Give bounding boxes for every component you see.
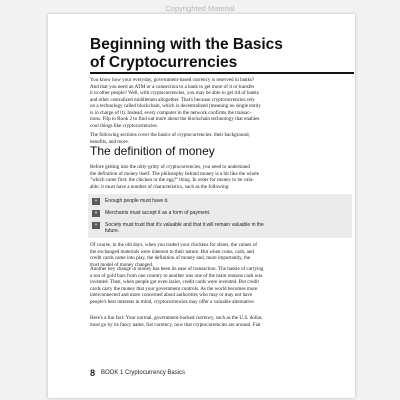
- list-item-text: Merchants must accept it as a form of payment.: [105, 210, 211, 216]
- text-line: it to other people? Well, with cryptocurrencies, you may be able to get rid of banks: [90, 90, 259, 97]
- text-line: You know how your everyday, government-based currency is reserved in banks?: [90, 77, 255, 83]
- text-line: able, it must have a number of characteristics, such as the following:: [90, 183, 230, 190]
- text-line: Before getting into the nitty-gritty of cryptocurrencies, you need to understand: [90, 164, 250, 170]
- list-item-text: future.: [105, 228, 120, 235]
- text-line: cards carry the money that your government controls. As the world becomes more: [90, 285, 258, 292]
- chevron-right-icon: »: [92, 210, 100, 217]
- key-change-paragraph: [90, 266, 352, 305]
- list-item-text: Society must trust that it's valuable and that it will remain valuable in the: [105, 222, 264, 228]
- text-line: cool things like cryptocurrencies.: [90, 122, 158, 129]
- page-lower-overlay: [48, 14, 355, 398]
- text-line: Of course, in the old days, when you traded your chickens for shoes, the values of: [90, 242, 257, 248]
- list-item-text: Enough people must have it.: [105, 198, 169, 204]
- chapter-title-line: of Cryptocurrencies: [90, 54, 238, 71]
- text-line: the definition of money itself. The philosophy behind money is a bit like the whole: [90, 170, 259, 177]
- section-heading: The definition of money: [90, 144, 215, 158]
- chevron-right-icon: »: [92, 222, 100, 229]
- text-line: And that you need an ATM or a connection to a bank to get more of it or transfer: [90, 83, 255, 90]
- page-footer: [90, 368, 185, 378]
- text-line: Here's a fun fact: Your normal, government-backed currency, such as the U.S. dollar,: [90, 315, 263, 321]
- text-line: people's best interests in mind, cryptocurrencies may offer a valuable alternative.: [90, 298, 255, 305]
- chevron-right-icon: »: [92, 198, 100, 205]
- text-line: "which came first: the chicken or the egg?" thing. In order for money to be valu-: [90, 177, 254, 184]
- text-line: invented. Then, when people got even lazier, credit cards were invented. But credit: [90, 279, 259, 286]
- text-line: benefits, and more.: [90, 138, 130, 145]
- text-line: trust model of money changed.: [90, 261, 154, 268]
- chapter-title-line: Beginning with the Basics: [90, 36, 283, 53]
- fun-fact-paragraph: [90, 315, 352, 328]
- text-line: The following sections cover the basics of cryptocurrencies: their background,: [90, 132, 250, 138]
- text-line: tions. Flip to Book 2 to find out more about the blockchain technology that enables: [90, 116, 260, 123]
- text-line: interconnected and more concerned about authorities who may or may not have: [90, 292, 253, 299]
- watermark: Copyrighted Material: [165, 4, 235, 13]
- text-line: credit cards came into play, the definition of money and, more importantly, the: [90, 255, 251, 262]
- text-line: on a technology called blockchain, which is decentralized (meaning no single entity: [90, 103, 261, 110]
- text-line: and other centralized middlemen altogether. That's because cryptocurrencies rely: [90, 96, 255, 103]
- page-number: 8: [90, 368, 96, 378]
- text-line: Another key change in money has been its ease of transaction. The hassle of carrying: [90, 266, 264, 272]
- text-line: the exchanged materials were inherent to their nature. But when coins, cash, and: [90, 248, 254, 255]
- text-line: a ton of gold bars from one country to another was one of the main reasons cash was: [90, 272, 263, 279]
- running-head: BOOK 1 Cryptocurrency Basics: [101, 370, 186, 376]
- text-line: is in charge of it). Instead, every computer in the network confirms the transac-: [90, 109, 252, 116]
- text-line: must go by its fancy name, fiat currency, now that cryptocurrencies are around. Fiat: [90, 321, 261, 328]
